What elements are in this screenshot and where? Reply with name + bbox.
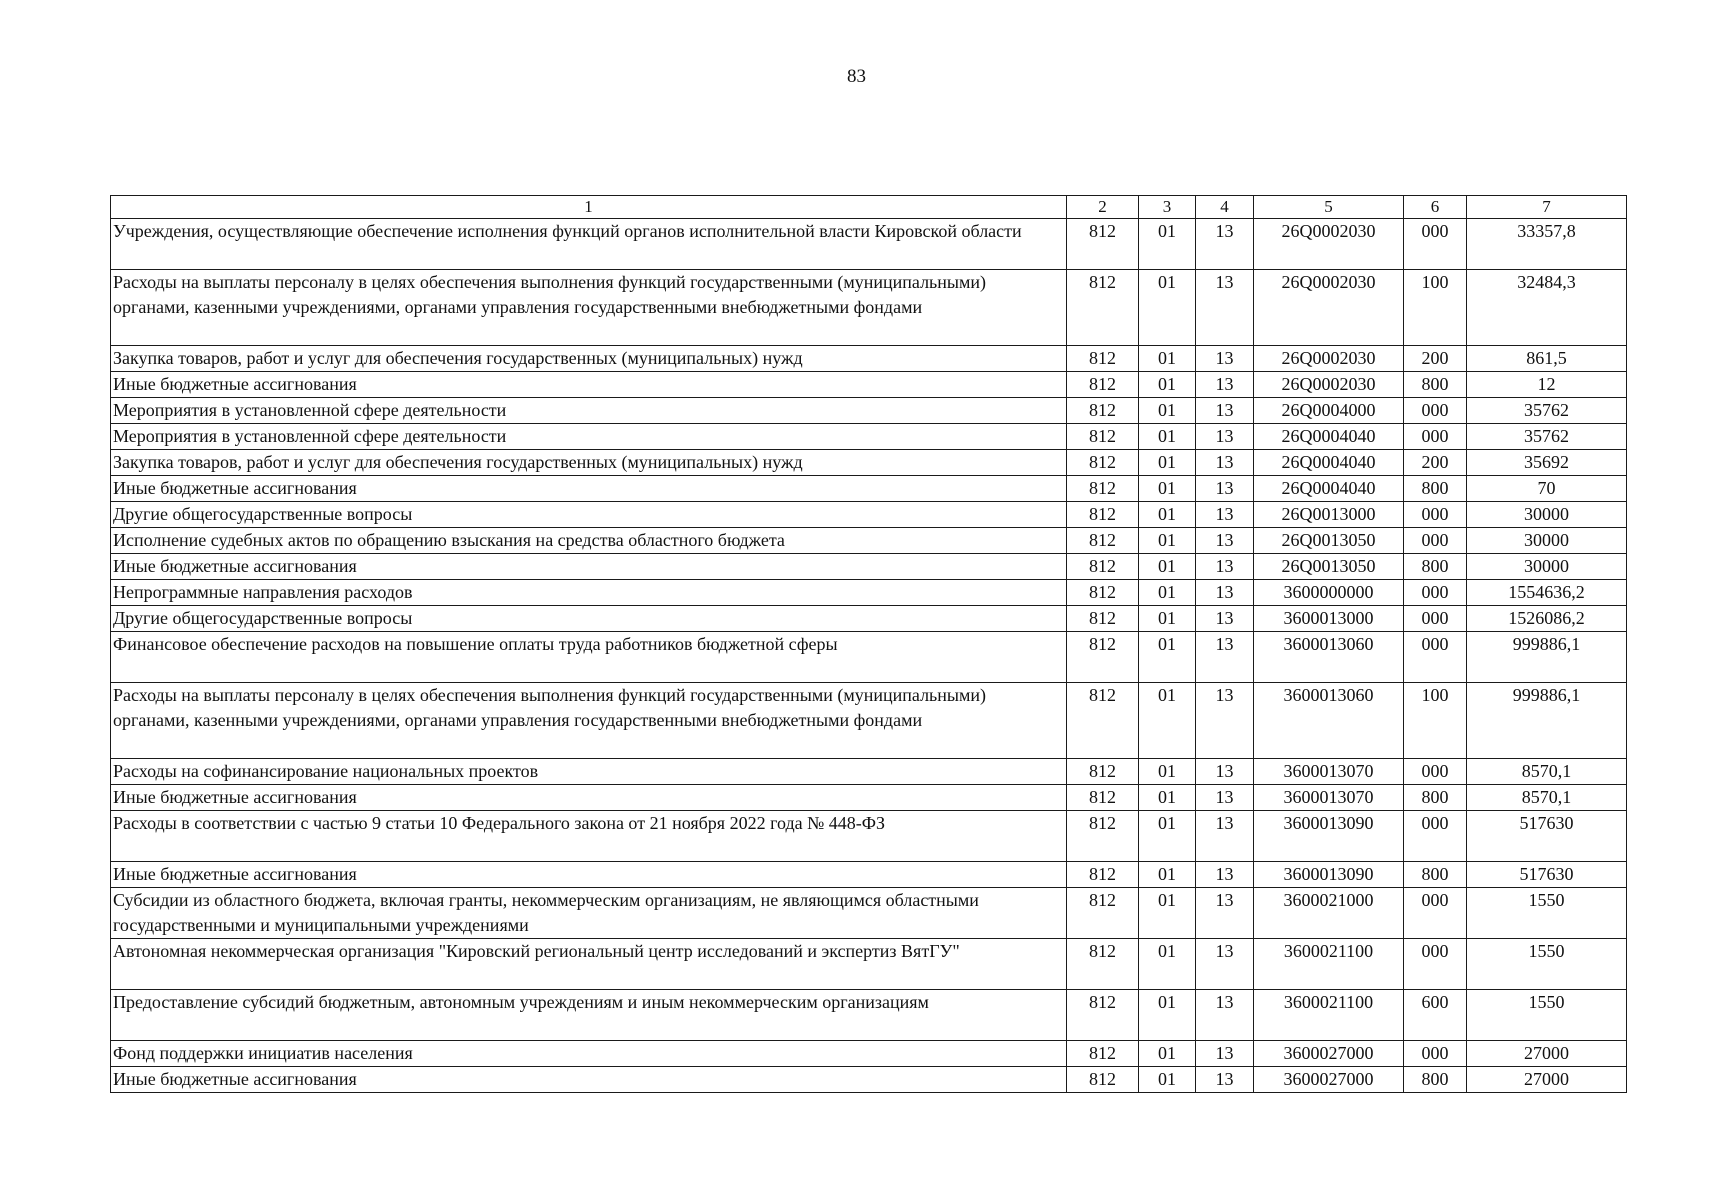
row-subsection: 13	[1196, 450, 1254, 476]
row-amount: 27000	[1467, 1067, 1627, 1093]
row-section: 01	[1139, 990, 1196, 1041]
row-section: 01	[1139, 888, 1196, 939]
row-amount: 1550	[1467, 939, 1627, 990]
row-amount: 8570,1	[1467, 785, 1627, 811]
header-col-7: 7	[1467, 196, 1627, 219]
row-ministry-code: 812	[1067, 450, 1139, 476]
row-target-article: 3600000000	[1254, 580, 1404, 606]
row-subsection: 13	[1196, 939, 1254, 990]
table-row	[111, 580, 1627, 606]
row-section: 01	[1139, 502, 1196, 528]
row-target-article: 26Q0013050	[1254, 554, 1404, 580]
row-subsection: 13	[1196, 1041, 1254, 1067]
row-amount: 35692	[1467, 450, 1627, 476]
page-number: 83	[847, 66, 866, 87]
row-name: Иные бюджетные ассигнования	[111, 862, 1067, 888]
row-amount: 32484,3	[1467, 270, 1627, 346]
row-ministry-code: 812	[1067, 528, 1139, 554]
row-expense-type: 800	[1404, 1067, 1467, 1093]
row-target-article: 3600021000	[1254, 888, 1404, 939]
table-row	[111, 632, 1627, 683]
row-section: 01	[1139, 811, 1196, 862]
row-target-article: 3600027000	[1254, 1041, 1404, 1067]
row-target-article: 3600021100	[1254, 990, 1404, 1041]
row-ministry-code: 812	[1067, 476, 1139, 502]
row-name: Предоставление субсидий бюджетным, автономным учреждениям и иным некоммерческим организациям	[111, 990, 1067, 1041]
row-amount: 33357,8	[1467, 219, 1627, 270]
table-row	[111, 398, 1627, 424]
row-subsection: 13	[1196, 1067, 1254, 1093]
row-expense-type: 000	[1404, 219, 1467, 270]
row-amount: 35762	[1467, 424, 1627, 450]
table-row	[111, 811, 1627, 862]
row-name: Расходы на выплаты персоналу в целях обеспечения выполнения функций государственными (муниципальными) органами, казенными учреждениями, органами управления государственными внебюджетными фондами	[111, 270, 1067, 346]
row-target-article: 3600013000	[1254, 606, 1404, 632]
table-row	[111, 862, 1627, 888]
row-expense-type: 000	[1404, 528, 1467, 554]
row-section: 01	[1139, 270, 1196, 346]
row-section: 01	[1139, 759, 1196, 785]
row-subsection: 13	[1196, 785, 1254, 811]
row-ministry-code: 812	[1067, 554, 1139, 580]
row-section: 01	[1139, 476, 1196, 502]
row-expense-type: 000	[1404, 811, 1467, 862]
row-amount: 12	[1467, 372, 1627, 398]
table-row	[111, 554, 1627, 580]
row-target-article: 26Q0013000	[1254, 502, 1404, 528]
header-col-1: 1	[111, 196, 1067, 219]
row-amount: 30000	[1467, 502, 1627, 528]
table-row	[111, 939, 1627, 990]
row-name: Закупка товаров, работ и услуг для обеспечения государственных (муниципальных) нужд	[111, 346, 1067, 372]
row-target-article: 3600013090	[1254, 862, 1404, 888]
row-subsection: 13	[1196, 580, 1254, 606]
row-section: 01	[1139, 862, 1196, 888]
row-expense-type: 000	[1404, 632, 1467, 683]
header-col-4: 4	[1196, 196, 1254, 219]
row-target-article: 3600013060	[1254, 683, 1404, 759]
row-ministry-code: 812	[1067, 606, 1139, 632]
row-ministry-code: 812	[1067, 1067, 1139, 1093]
row-target-article: 26Q0002030	[1254, 270, 1404, 346]
row-subsection: 13	[1196, 219, 1254, 270]
header-row	[111, 196, 1627, 219]
row-name: Мероприятия в установленной сфере деятельности	[111, 398, 1067, 424]
row-amount: 999886,1	[1467, 632, 1627, 683]
row-subsection: 13	[1196, 888, 1254, 939]
row-expense-type: 000	[1404, 888, 1467, 939]
row-expense-type: 000	[1404, 502, 1467, 528]
row-amount: 517630	[1467, 862, 1627, 888]
row-amount: 1550	[1467, 888, 1627, 939]
row-expense-type: 000	[1404, 580, 1467, 606]
row-ministry-code: 812	[1067, 219, 1139, 270]
row-ministry-code: 812	[1067, 939, 1139, 990]
header-col-2: 2	[1067, 196, 1139, 219]
row-expense-type: 200	[1404, 450, 1467, 476]
row-name: Закупка товаров, работ и услуг для обеспечения государственных (муниципальных) нужд	[111, 450, 1067, 476]
row-name: Субсидии из областного бюджета, включая гранты, некоммерческим организациям, не являющимся областными государственными и муниципальными учреждениями	[111, 888, 1067, 939]
row-name: Учреждения, осуществляющие обеспечение исполнения функций органов исполнительной власти Кировской области	[111, 219, 1067, 270]
table-row	[111, 372, 1627, 398]
row-section: 01	[1139, 580, 1196, 606]
table-row	[111, 424, 1627, 450]
row-subsection: 13	[1196, 398, 1254, 424]
row-expense-type: 800	[1404, 785, 1467, 811]
row-name: Иные бюджетные ассигнования	[111, 372, 1067, 398]
row-amount: 70	[1467, 476, 1627, 502]
table-row	[111, 450, 1627, 476]
row-section: 01	[1139, 632, 1196, 683]
row-name: Расходы на выплаты персоналу в целях обеспечения выполнения функций государственными (муниципальными) органами, казенными учреждениями, органами управления государственными внебюджетными фондами	[111, 683, 1067, 759]
table-row	[111, 1067, 1627, 1093]
row-expense-type: 100	[1404, 270, 1467, 346]
row-section: 01	[1139, 606, 1196, 632]
row-expense-type: 000	[1404, 398, 1467, 424]
row-expense-type: 200	[1404, 346, 1467, 372]
row-section: 01	[1139, 424, 1196, 450]
row-ministry-code: 812	[1067, 683, 1139, 759]
row-ministry-code: 812	[1067, 398, 1139, 424]
row-subsection: 13	[1196, 990, 1254, 1041]
row-target-article: 3600027000	[1254, 1067, 1404, 1093]
table-row	[111, 785, 1627, 811]
row-target-article: 26Q0002030	[1254, 219, 1404, 270]
row-ministry-code: 812	[1067, 424, 1139, 450]
table-row	[111, 270, 1627, 346]
row-target-article: 26Q0013050	[1254, 528, 1404, 554]
row-expense-type: 800	[1404, 372, 1467, 398]
row-subsection: 13	[1196, 632, 1254, 683]
row-ministry-code: 812	[1067, 346, 1139, 372]
row-amount: 1550	[1467, 990, 1627, 1041]
row-section: 01	[1139, 372, 1196, 398]
row-subsection: 13	[1196, 759, 1254, 785]
row-section: 01	[1139, 554, 1196, 580]
row-target-article: 3600013090	[1254, 811, 1404, 862]
row-subsection: 13	[1196, 372, 1254, 398]
row-subsection: 13	[1196, 528, 1254, 554]
row-subsection: 13	[1196, 270, 1254, 346]
table-row	[111, 759, 1627, 785]
row-expense-type: 000	[1404, 606, 1467, 632]
table-row	[111, 346, 1627, 372]
row-name: Другие общегосударственные вопросы	[111, 502, 1067, 528]
row-amount: 30000	[1467, 554, 1627, 580]
row-target-article: 26Q0004040	[1254, 476, 1404, 502]
row-subsection: 13	[1196, 606, 1254, 632]
row-section: 01	[1139, 683, 1196, 759]
table-row	[111, 683, 1627, 759]
row-target-article: 3600013070	[1254, 759, 1404, 785]
row-ministry-code: 812	[1067, 888, 1139, 939]
header-col-3: 3	[1139, 196, 1196, 219]
row-expense-type: 000	[1404, 759, 1467, 785]
row-target-article: 26Q0002030	[1254, 346, 1404, 372]
row-amount: 30000	[1467, 528, 1627, 554]
table-row	[111, 219, 1627, 270]
row-ministry-code: 812	[1067, 372, 1139, 398]
row-section: 01	[1139, 450, 1196, 476]
row-ministry-code: 812	[1067, 502, 1139, 528]
row-ministry-code: 812	[1067, 580, 1139, 606]
row-name: Расходы на софинансирование национальных проектов	[111, 759, 1067, 785]
budget-table	[110, 195, 1627, 1093]
row-section: 01	[1139, 398, 1196, 424]
row-target-article: 3600021100	[1254, 939, 1404, 990]
row-name: Исполнение судебных актов по обращению взыскания на средства областного бюджета	[111, 528, 1067, 554]
row-amount: 8570,1	[1467, 759, 1627, 785]
row-section: 01	[1139, 346, 1196, 372]
table-row	[111, 1041, 1627, 1067]
row-amount: 35762	[1467, 398, 1627, 424]
row-expense-type: 100	[1404, 683, 1467, 759]
row-ministry-code: 812	[1067, 759, 1139, 785]
row-name: Иные бюджетные ассигнования	[111, 554, 1067, 580]
row-subsection: 13	[1196, 683, 1254, 759]
row-target-article: 3600013070	[1254, 785, 1404, 811]
row-name: Фонд поддержки инициатив населения	[111, 1041, 1067, 1067]
row-subsection: 13	[1196, 476, 1254, 502]
row-section: 01	[1139, 939, 1196, 990]
table-row	[111, 528, 1627, 554]
row-expense-type: 000	[1404, 1041, 1467, 1067]
row-target-article: 26Q0004040	[1254, 424, 1404, 450]
row-amount: 1526086,2	[1467, 606, 1627, 632]
row-section: 01	[1139, 1067, 1196, 1093]
table-row	[111, 476, 1627, 502]
row-ministry-code: 812	[1067, 811, 1139, 862]
row-expense-type: 000	[1404, 424, 1467, 450]
row-amount: 999886,1	[1467, 683, 1627, 759]
table-row	[111, 990, 1627, 1041]
header-col-5: 5	[1254, 196, 1404, 219]
row-name: Автономная некоммерческая организация "Кировский региональный центр исследований и экспертиз ВятГУ"	[111, 939, 1067, 990]
row-ministry-code: 812	[1067, 270, 1139, 346]
row-amount: 27000	[1467, 1041, 1627, 1067]
row-subsection: 13	[1196, 811, 1254, 862]
row-subsection: 13	[1196, 862, 1254, 888]
row-expense-type: 800	[1404, 554, 1467, 580]
row-name: Расходы в соответствии с частью 9 статьи 10 Федерального закона от 21 ноября 2022 года № 448-ФЗ	[111, 811, 1067, 862]
row-target-article: 3600013060	[1254, 632, 1404, 683]
table-row	[111, 888, 1627, 939]
row-name: Непрограммные направления расходов	[111, 580, 1067, 606]
table-row	[111, 502, 1627, 528]
row-target-article: 26Q0004000	[1254, 398, 1404, 424]
row-section: 01	[1139, 528, 1196, 554]
row-name: Мероприятия в установленной сфере деятельности	[111, 424, 1067, 450]
header-col-6: 6	[1404, 196, 1467, 219]
row-subsection: 13	[1196, 424, 1254, 450]
row-ministry-code: 812	[1067, 785, 1139, 811]
row-name: Иные бюджетные ассигнования	[111, 785, 1067, 811]
row-target-article: 26Q0002030	[1254, 372, 1404, 398]
row-amount: 861,5	[1467, 346, 1627, 372]
row-section: 01	[1139, 219, 1196, 270]
row-expense-type: 800	[1404, 862, 1467, 888]
row-subsection: 13	[1196, 554, 1254, 580]
row-name: Финансовое обеспечение расходов на повышение оплаты труда работников бюджетной сферы	[111, 632, 1067, 683]
row-name: Иные бюджетные ассигнования	[111, 476, 1067, 502]
row-target-article: 26Q0004040	[1254, 450, 1404, 476]
row-amount: 1554636,2	[1467, 580, 1627, 606]
row-ministry-code: 812	[1067, 862, 1139, 888]
row-subsection: 13	[1196, 346, 1254, 372]
row-name: Иные бюджетные ассигнования	[111, 1067, 1067, 1093]
row-ministry-code: 812	[1067, 632, 1139, 683]
row-subsection: 13	[1196, 502, 1254, 528]
row-section: 01	[1139, 1041, 1196, 1067]
row-section: 01	[1139, 785, 1196, 811]
row-amount: 517630	[1467, 811, 1627, 862]
row-ministry-code: 812	[1067, 1041, 1139, 1067]
row-ministry-code: 812	[1067, 990, 1139, 1041]
table-row	[111, 606, 1627, 632]
row-expense-type: 800	[1404, 476, 1467, 502]
row-name: Другие общегосударственные вопросы	[111, 606, 1067, 632]
row-expense-type: 000	[1404, 939, 1467, 990]
row-expense-type: 600	[1404, 990, 1467, 1041]
